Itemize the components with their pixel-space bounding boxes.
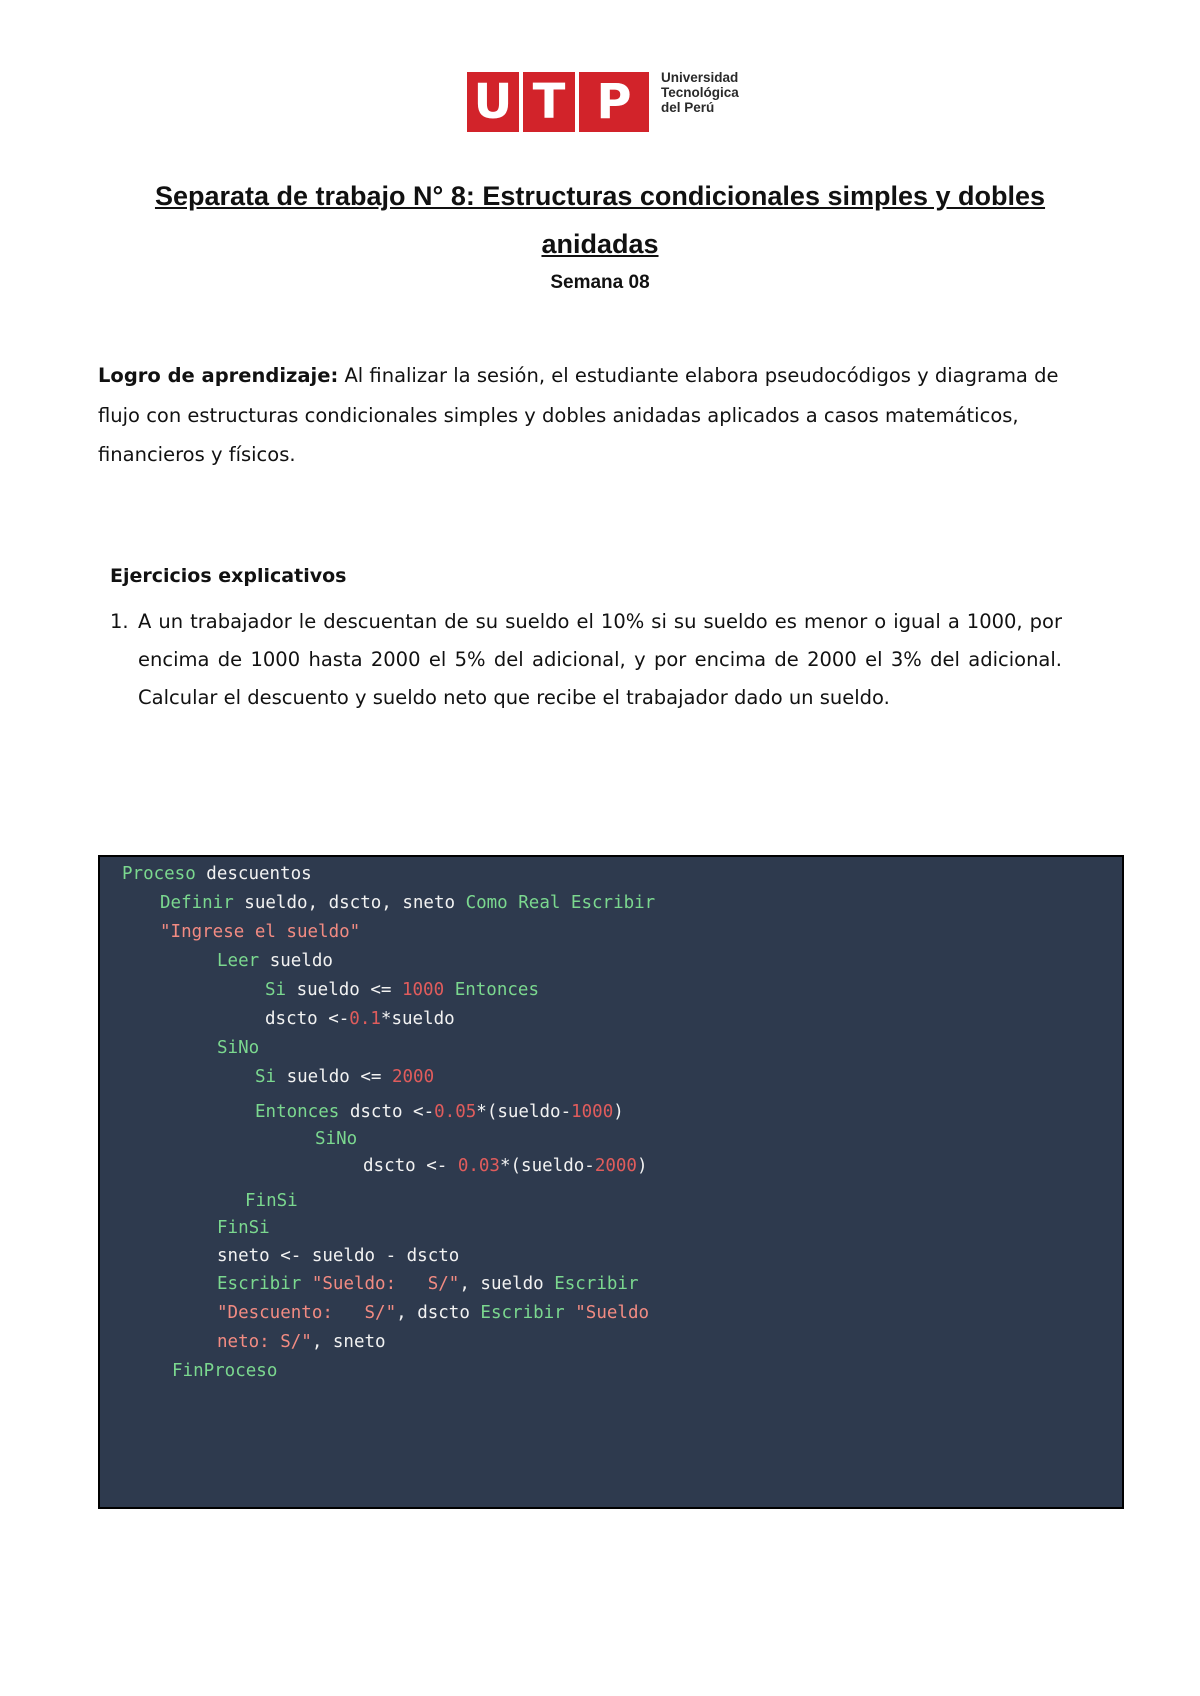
code-token: *(sueldo- (476, 1102, 572, 1122)
code-token: dscto <- (339, 1102, 435, 1122)
code-line (265, 978, 539, 1002)
code-token: Entonces (454, 980, 539, 1000)
code-token: 0.1 (349, 1009, 381, 1029)
code-token: 2000 (594, 1156, 637, 1176)
code-token: Si (265, 980, 287, 1000)
code-token: FinSi (217, 1218, 270, 1238)
code-token: sueldo, dscto, sneto (233, 893, 466, 913)
code-line (315, 1127, 357, 1151)
code-token: sueldo (259, 951, 333, 971)
code-line (265, 1007, 455, 1031)
code-token: SiNo (217, 1038, 260, 1058)
code-token: sneto <- sueldo - dscto (217, 1246, 460, 1266)
code-line (363, 1154, 648, 1178)
code-line (217, 1216, 270, 1240)
code-token: dscto <- (363, 1156, 458, 1176)
code-line (160, 891, 655, 915)
utp-logo (467, 72, 740, 134)
code-token: 0.05 (434, 1102, 477, 1122)
code-token: neto: S/" (217, 1332, 312, 1352)
code-token: FinSi (245, 1191, 298, 1211)
code-token: "Sueldo (575, 1303, 650, 1323)
code-token: 1000 (571, 1102, 614, 1122)
code-token: *sueldo (380, 1009, 455, 1029)
code-token: 2000 (391, 1067, 435, 1087)
learning-outcome-label: Logro de aprendizaje: (98, 364, 339, 387)
learning-outcome (98, 356, 1088, 475)
code-token: sueldo <= (286, 980, 402, 1000)
code-token: Si (255, 1067, 277, 1087)
code-token: ) (636, 1156, 648, 1176)
code-token (444, 980, 455, 1000)
code-line (217, 1330, 386, 1354)
code-line (255, 1100, 624, 1124)
exercise-number: 1. (110, 610, 129, 633)
code-token (565, 1303, 576, 1323)
pseudocode-block (98, 855, 1124, 1509)
code-line (160, 920, 360, 944)
learning-outcome-text: Al finalizar la sesión, el estudiante elabora pseudocódigos y diagrama de flujo con estructuras condicionales simples y dobles anidadas aplicados a casos matemáticos, financieros y físicos. (98, 364, 1059, 466)
week-label: Semana 08 (550, 272, 650, 293)
code-token: descuentos (195, 864, 312, 884)
code-line (122, 862, 312, 886)
logo-letter-t: T (523, 72, 575, 132)
code-line (217, 1036, 259, 1060)
code-line (217, 1301, 649, 1325)
exercise-text: A un trabajador le descuentan de su sueldo el 10% si su sueldo es menor o igual a 1000, por encima de 1000 hasta 2000 el 5% del adicional, y por encima de 2000 el 3% del adicional. Calcular el descuento y sueldo neto que recibe el trabajador dado un sueldo. (138, 610, 1062, 709)
document-title: Separata de trabajo N° 8: Estructuras condicionales simples y dobles anidadas (154, 181, 1046, 259)
code-token (301, 1274, 312, 1294)
logo-letter-u: U (467, 72, 519, 132)
code-line (255, 1065, 434, 1089)
code-token: SiNo (315, 1129, 358, 1149)
code-token: Escribir (554, 1274, 639, 1294)
code-token: dscto <- (265, 1009, 350, 1029)
code-token: Escribir (480, 1303, 565, 1323)
logo-name-line: Tecnológica (661, 85, 739, 100)
code-token: "Ingrese el sueldo" (160, 922, 361, 942)
code-token: ) (613, 1102, 624, 1122)
code-token: Leer (217, 951, 260, 971)
code-token: "Sueldo: S/" (311, 1274, 460, 1294)
section-title: Ejercicios explicativos (110, 565, 347, 587)
code-token: , sneto (311, 1332, 386, 1352)
code-token: Escribir (217, 1274, 302, 1294)
code-token: 1000 (401, 980, 445, 1000)
code-line (217, 1272, 638, 1296)
logo-name-line: del Perú (661, 100, 715, 115)
code-token: Proceso (122, 864, 196, 884)
code-line (172, 1359, 277, 1383)
code-token: sueldo <= (276, 1067, 392, 1087)
code-token: Entonces (255, 1102, 340, 1122)
code-token: *(sueldo- (499, 1156, 595, 1176)
code-token: , dscto (396, 1303, 481, 1323)
code-token: , sueldo (459, 1274, 555, 1294)
code-line (217, 1244, 459, 1268)
exercise-item (110, 603, 1062, 717)
code-token: FinProceso (172, 1361, 278, 1381)
code-line (245, 1189, 298, 1213)
logo-university-name (653, 70, 781, 115)
code-token: Como Real Escribir (465, 893, 656, 913)
code-line (217, 949, 333, 973)
code-token: 0.03 (457, 1156, 500, 1176)
logo-name-line: Universidad (661, 70, 739, 85)
logo-letter-p: P (579, 72, 649, 132)
code-token: "Descuento: S/" (217, 1303, 397, 1323)
code-token: Definir (160, 893, 234, 913)
